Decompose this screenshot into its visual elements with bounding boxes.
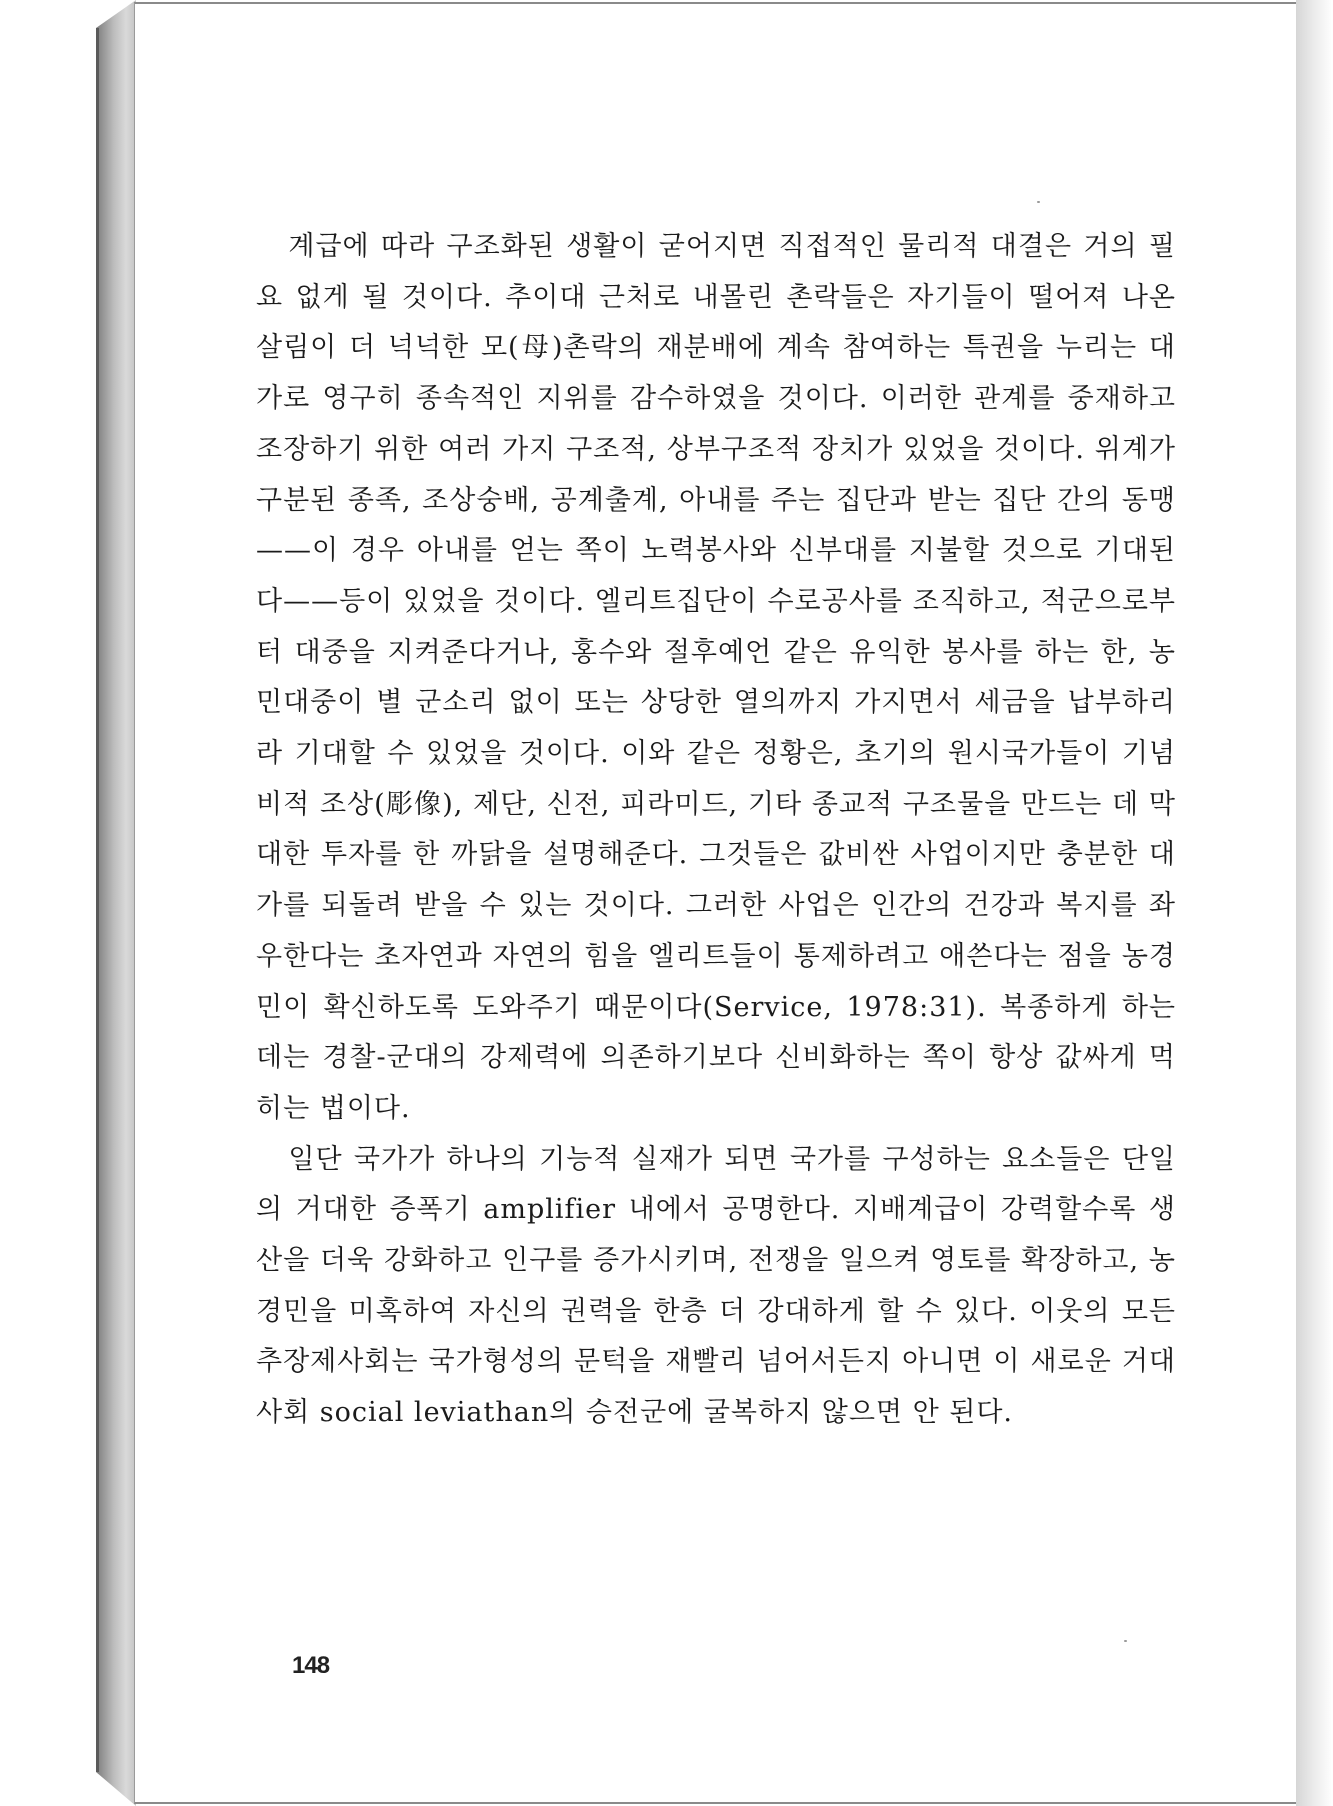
page-number: 148 [292, 1652, 330, 1679]
book-spine-edge [96, 28, 99, 1772]
paragraph: 일단 국가가 하나의 기능적 실재가 되면 국가를 구성하는 요소들은 단일의 거대한 증폭기 amplifier 내에서 공명한다. 지배계급이 강력할수록 생산을 더욱 강화하고 인구를 증가시키며, 전쟁을 일으켜 영토를 확장하고, 농경민을 미혹하여 자신의 권력을 한층 더 강대하게 할 수 있다. 이웃의 모든 추장제사회는 국가형성의 문턱을 재빨리 넘어서든지 아니면 이 새로운 거대사회 social leviathan의 승전군에 굴복하지 않으면 안 된다. [256, 1143, 1176, 1429]
page-edge-shadow [1296, 0, 1333, 1806]
book-spine [96, 0, 136, 1806]
paragraph: 계급에 따라 구조화된 생활이 굳어지면 직접적인 물리적 대결은 거의 필요 없게 될 것이다. 추이대 근처로 내몰린 촌락들은 자기들이 떨어져 나온 살림이 더 넉넉한 모(母)촌락의 재분배에 계속 참여하는 특권을 누리는 대가로 영구히 종속적인 지위를 감수하였을 것이다. 이러한 관계를 중재하고 조장하기 위한 여러 가지 구조적, 상부구조적 장치가 있었을 것이다. 위계가 구분된 종족, 조상숭배, 공계출계, 아내를 주는 집단과 받는 집단 간의 동맹——이 경우 아내를 얻는 쪽이 노력봉사와 신부대를 지불할 것으로 기대된다——등이 있었을 것이다. 엘리트집단이 수로공사를 조직하고, 적군으로부터 대중을 지켜준다거나, 홍수와 절후예언 같은 유익한 봉사를 하는 한, 농민대중이 별 군소리 없이 또는 상당한 열의까지 가지면서 세금을 납부하리라 기대할 수 있었을 것이다. 이와 같은 정황은, 초기의 원시국가들이 기념비적 조상(彫像), 제단, 신전, 피라미드, 기타 종교적 구조물을 만드는 데 막대한 투자를 한 까닭을 설명해준다. 그것들은 값비싼 사업이지만 충분한 대가를 되돌려 받을 수 있는 것이다. 그러한 사업은 인간의 건강과 복지를 좌우한다는 초자연과 자연의 힘을 엘리트들이 통제하려고 애쓴다는 점을 농경민이 확신하도록 도와주기 때문이다(Service, 1978:31). 복종하게 하는 데는 경찰-군대의 강제력에 의존하기보다 신비화하는 쪽이 항상 값싸게 먹히는 법이다. [256, 231, 1176, 1124]
dust-speck [1124, 1640, 1127, 1642]
dust-speck [1037, 201, 1040, 203]
body-text [256, 222, 1176, 1439]
